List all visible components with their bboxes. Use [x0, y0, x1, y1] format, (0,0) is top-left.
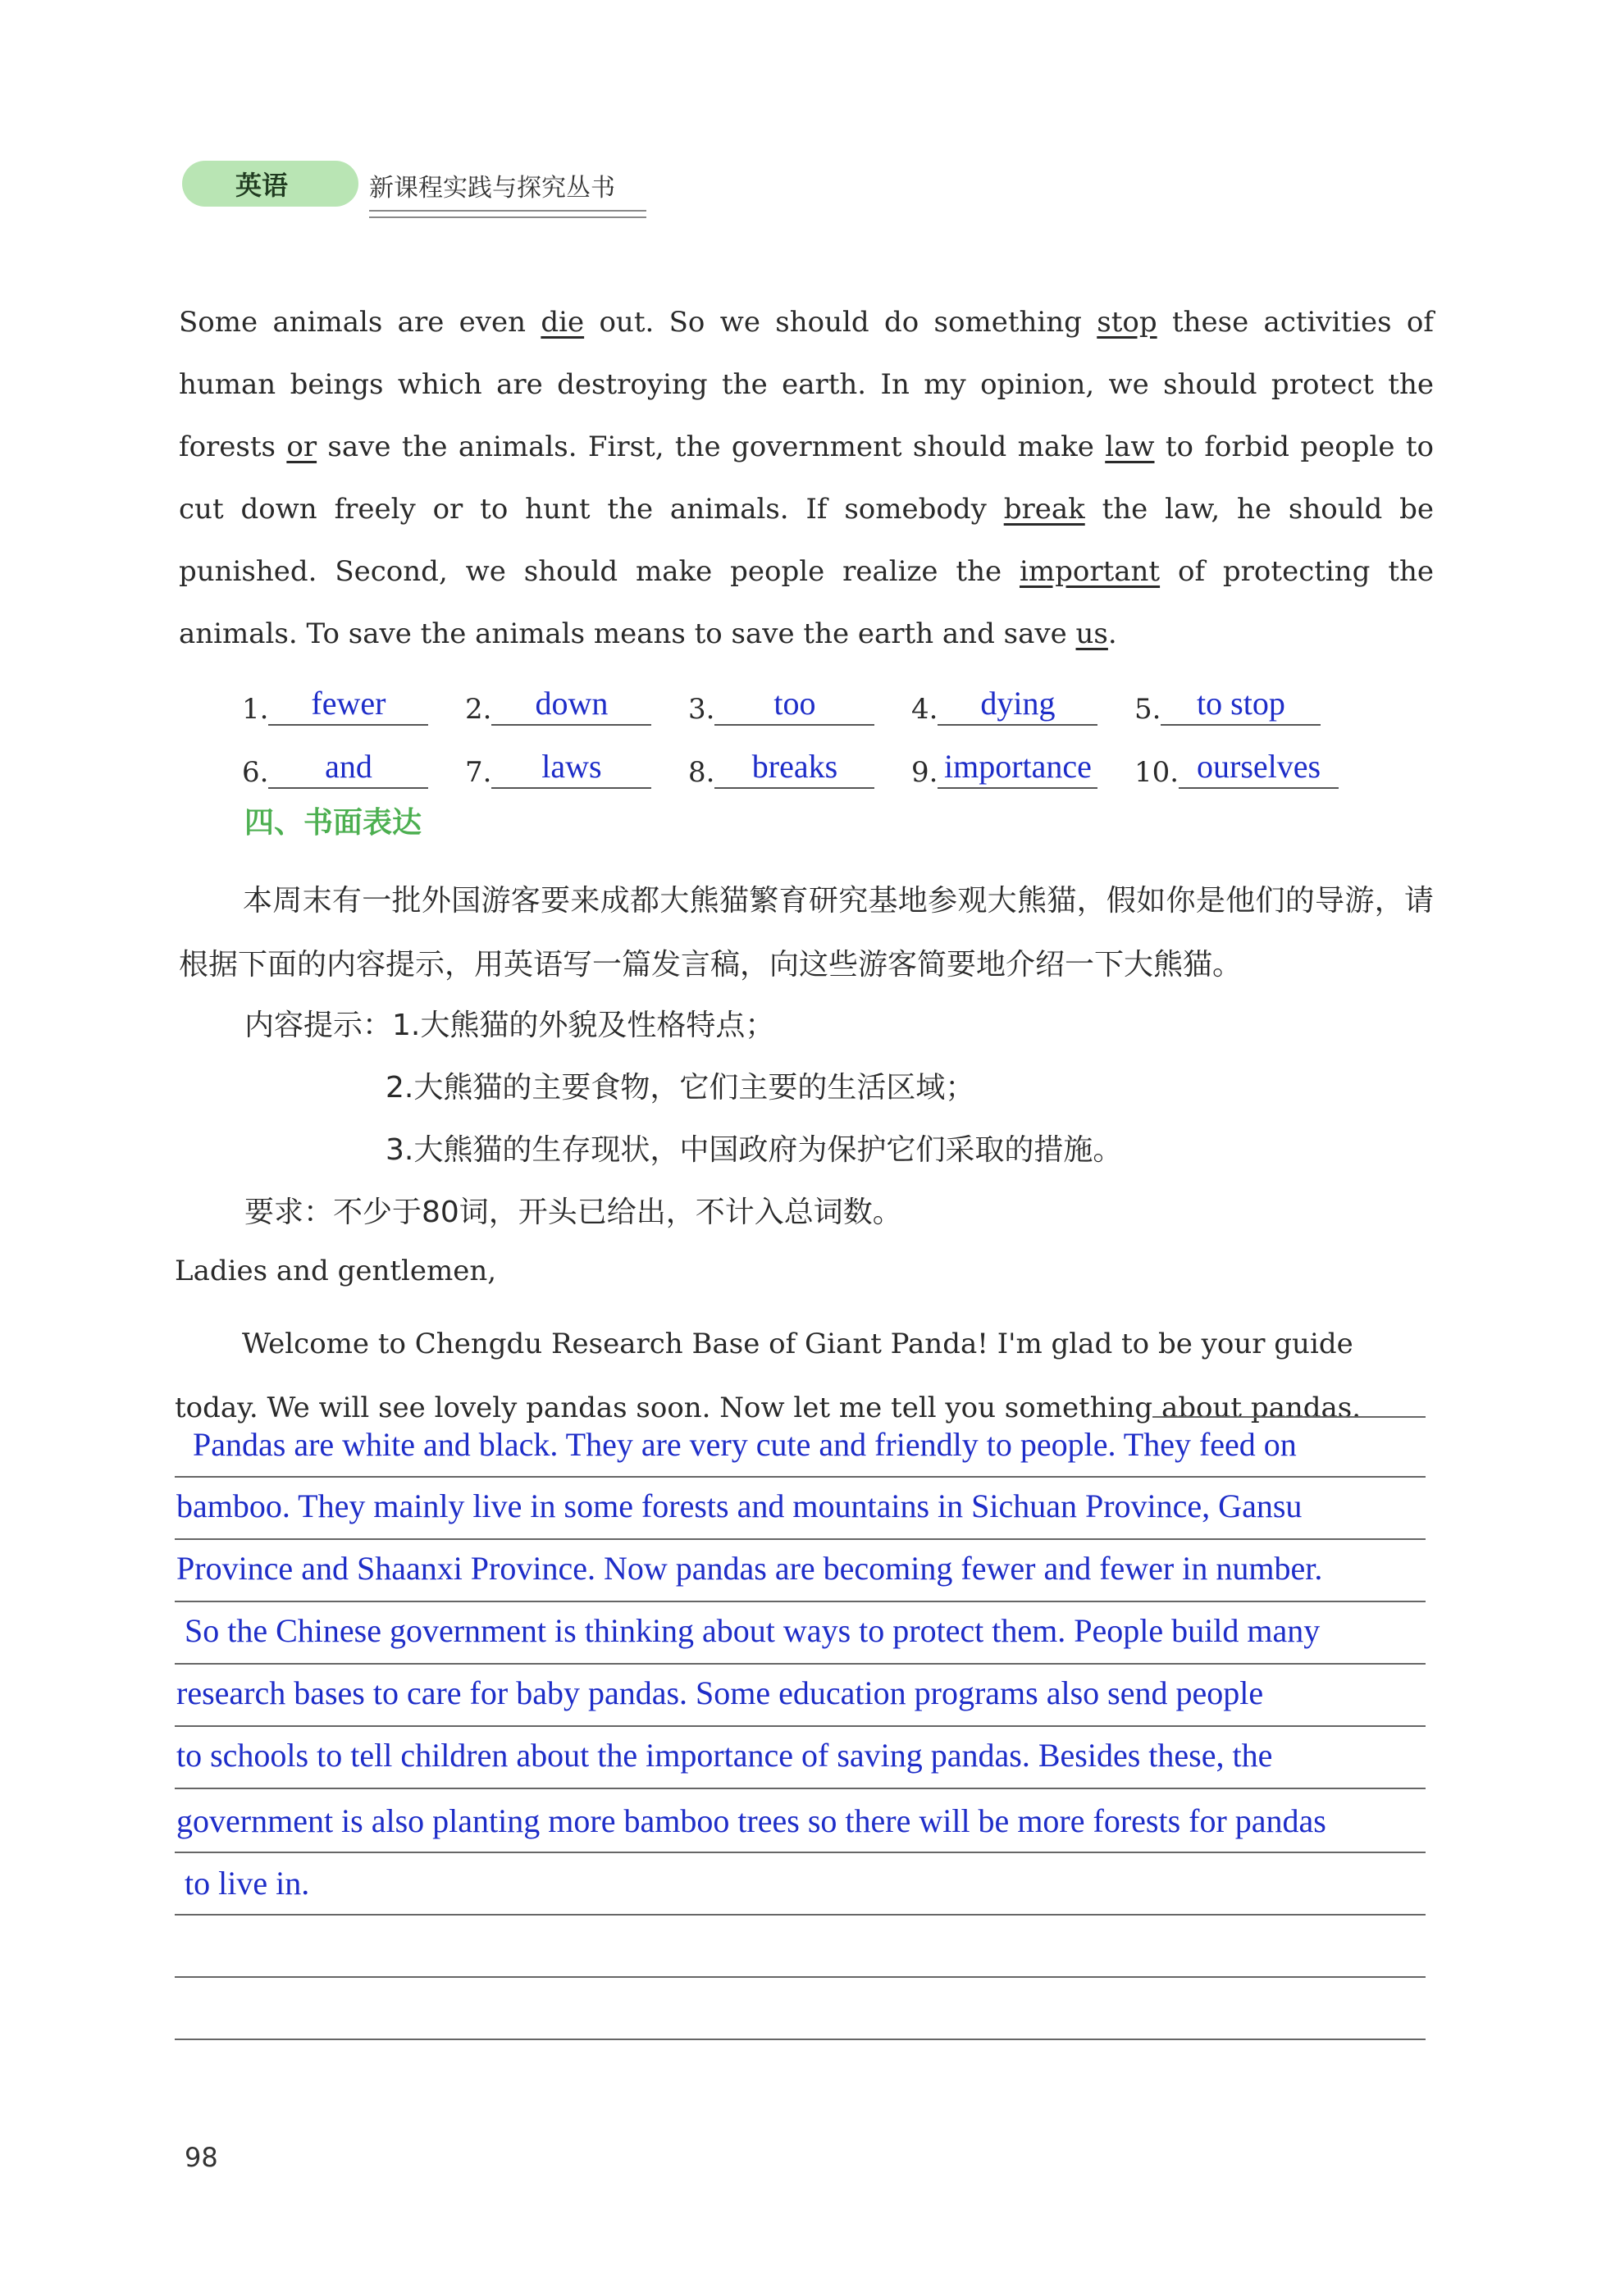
writing-line — [175, 1538, 1426, 1540]
marked-word: break — [1003, 493, 1085, 526]
answer-blank: ourselves — [1179, 747, 1339, 789]
writing-line — [175, 1852, 1426, 1853]
answer-item: 7. laws — [465, 731, 688, 789]
writing-line — [175, 1476, 1426, 1478]
marked-word: law — [1105, 430, 1155, 463]
answer-item: 2. down — [465, 668, 688, 726]
essay-line: research bases to care for baby pandas. Some education programs also send people — [176, 1674, 1264, 1711]
writing-line — [175, 1601, 1426, 1602]
content-hint: 2.大熊猫的主要食物，它们主要的生活区域； — [386, 1071, 975, 1105]
essay-line: to live in. — [176, 1865, 310, 1902]
marked-word: or — [286, 430, 317, 463]
answer-blank: and — [268, 747, 428, 789]
answer-item: 1. fewer — [242, 668, 465, 726]
header-rule — [369, 216, 646, 218]
answer-blank: fewer — [268, 684, 428, 726]
marked-word: us — [1075, 617, 1108, 650]
essay-line: bamboo. They mainly live in some forests and mountains in Sichuan Province, Gansu — [176, 1487, 1303, 1524]
writing-line — [1152, 1416, 1426, 1418]
answer-blank: dying — [938, 684, 1097, 726]
answer-blank: to stop — [1161, 684, 1321, 726]
requirement: 要求：不少于80词，开头已给出，不计入总词数。 — [244, 1196, 902, 1229]
answer-item: 3. too — [688, 668, 911, 726]
answer-blank: importance — [938, 747, 1097, 789]
writing-line — [175, 2039, 1426, 2040]
content-hint: 内容提示：1.大熊猫的外貌及性格特点； — [244, 1009, 775, 1042]
answer-item: 6. and — [242, 731, 465, 789]
section-heading: 四、书面表达 — [244, 806, 422, 840]
answer-row — [242, 668, 1390, 726]
writing-prompt: 本周末有一批外国游客要来成都大熊猫繁育研究基地参观大熊猫，假如你是他们的导游，请根据下面的内容提示，用英语写一篇发言稿，向这些游客简要地介绍一下大熊猫。 — [179, 884, 1434, 982]
answer-blank: down — [491, 684, 651, 726]
essay-opening: Welcome to Chengdu Research Base of Giant Panda! I'm glad to be your guide today. We will see lovely pandas soon. Now let me tell you something about pandas. — [175, 1328, 1362, 1424]
essay-line: So the Chinese government is thinking about ways to protect them. People build many — [176, 1612, 1321, 1649]
answer-row — [242, 731, 1390, 789]
answer-blank: laws — [491, 747, 651, 789]
series-title: 新课程实践与探究丛书 — [369, 174, 615, 203]
essay-line: Pandas are white and black. They are very cute and friendly to people. They feed on — [176, 1426, 1297, 1463]
marked-word: stop — [1097, 306, 1157, 339]
subject-tab: 英语 — [182, 161, 358, 207]
answer-item: 4. dying — [911, 668, 1134, 726]
error-correction-passage: Some animals are even die out. So we should do something stop these activities of human beings which are destroying the earth. In my opinion, we should protect the forests or save the animals. First, the government should make law to forbid people to cut down freely or to hunt the animals. If somebody break the law, he should be punished. Second, we should make people realize the important of protecting the animals. To save the animals means to save the earth and save us. — [179, 306, 1434, 650]
answer-blank: breaks — [714, 747, 874, 789]
content-hint: 3.大熊猫的生存现状，中国政府为保护它们采取的措施。 — [386, 1133, 1123, 1167]
header-rule — [369, 210, 646, 212]
essay-line: to schools to tell children about the importance of saving pandas. Besides these, the — [176, 1737, 1273, 1774]
essay-line: Province and Shaanxi Province. Now pandas are becoming fewer and fewer in number. — [176, 1550, 1323, 1587]
answer-item: 9. importance — [911, 731, 1134, 789]
answer-item: 5. to stop — [1134, 668, 1357, 726]
writing-line — [175, 1725, 1426, 1727]
answer-item: 8. breaks — [688, 731, 911, 789]
essay-line: government is also planting more bamboo trees so there will be more forests for pandas — [176, 1802, 1326, 1839]
writing-line — [175, 1914, 1426, 1916]
marked-word: important — [1019, 555, 1161, 588]
writing-line — [175, 1788, 1426, 1789]
marked-word: die — [541, 306, 585, 339]
answer-blank: too — [714, 684, 874, 726]
writing-line — [175, 1663, 1426, 1665]
writing-line — [175, 1976, 1426, 1978]
salutation: Ladies and gentlemen, — [175, 1255, 497, 1287]
page-number: 98 — [185, 2142, 218, 2173]
answer-item: 10. ourselves — [1134, 731, 1357, 789]
